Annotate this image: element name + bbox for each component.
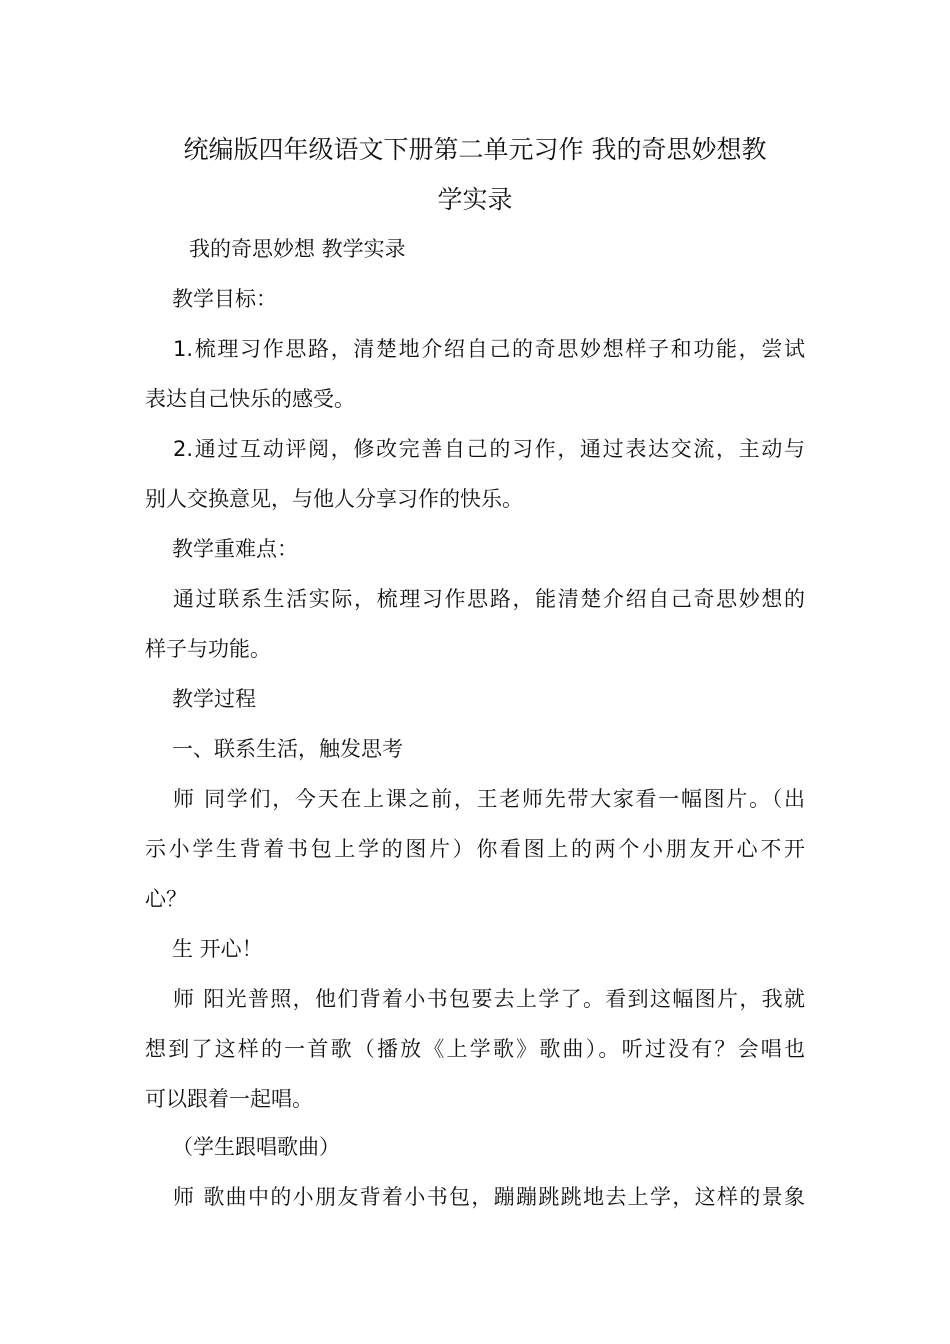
teacher-paragraph-2-line-1: 师 阳光普照，他们背着小书包要去上学了。看到这幅图片，我就 <box>173 987 805 1011</box>
goal-2-line-2: 别人交换意见，与他人分享习作的快乐。 <box>145 487 523 511</box>
goal-1-line-1: 1.梳理习作思路，清楚地介绍自己的奇思妙想样子和功能，尝试 <box>173 337 805 361</box>
teacher-paragraph-1-line-2: 示小学生背着书包上学的图片）你看图上的两个小朋友开心不开 <box>145 837 805 861</box>
teacher-paragraph-3-line-1: 师 歌曲中的小朋友背着小书包，蹦蹦跳跳地去上学，这样的景象 <box>173 1185 805 1209</box>
key-points-heading: 教学重难点： <box>172 537 298 561</box>
document-title-line-1: 统编版四年级语文下册第二单元习作 我的奇思妙想教 <box>183 135 767 164</box>
goals-heading: 教学目标： <box>172 287 277 311</box>
subtitle: 我的奇思妙想 教学实录 <box>189 237 406 261</box>
document-title-line-2: 学实录 <box>437 185 513 214</box>
key-points-line-1: 通过联系生活实际，梳理习作思路，能清楚介绍自己奇思妙想的 <box>173 587 805 611</box>
goal-1-line-2: 表达自己快乐的感受。 <box>145 387 355 411</box>
teacher-paragraph-2-line-3: 可以跟着一起唱。 <box>145 1087 313 1111</box>
student-reply-1: 生 开心！ <box>172 937 263 961</box>
teacher-paragraph-1-line-3: 心？ <box>145 887 187 911</box>
stage-note-1: （学生跟唱歌曲） <box>172 1135 340 1159</box>
goal-2-line-1: 2.通过互动评阅，修改完善自己的习作，通过表达交流，主动与 <box>173 437 805 461</box>
key-points-line-2: 样子与功能。 <box>145 637 271 661</box>
process-heading: 教学过程 <box>172 687 256 711</box>
teacher-paragraph-2-line-2: 想到了这样的一首歌（播放《上学歌》歌曲）。听过没有？会唱也 <box>145 1037 805 1061</box>
teacher-paragraph-1-line-1: 师 同学们，今天在上课之前，王老师先带大家看一幅图片。（出 <box>173 787 805 811</box>
section-1-heading: 一、联系生活，触发思考 <box>172 737 403 761</box>
